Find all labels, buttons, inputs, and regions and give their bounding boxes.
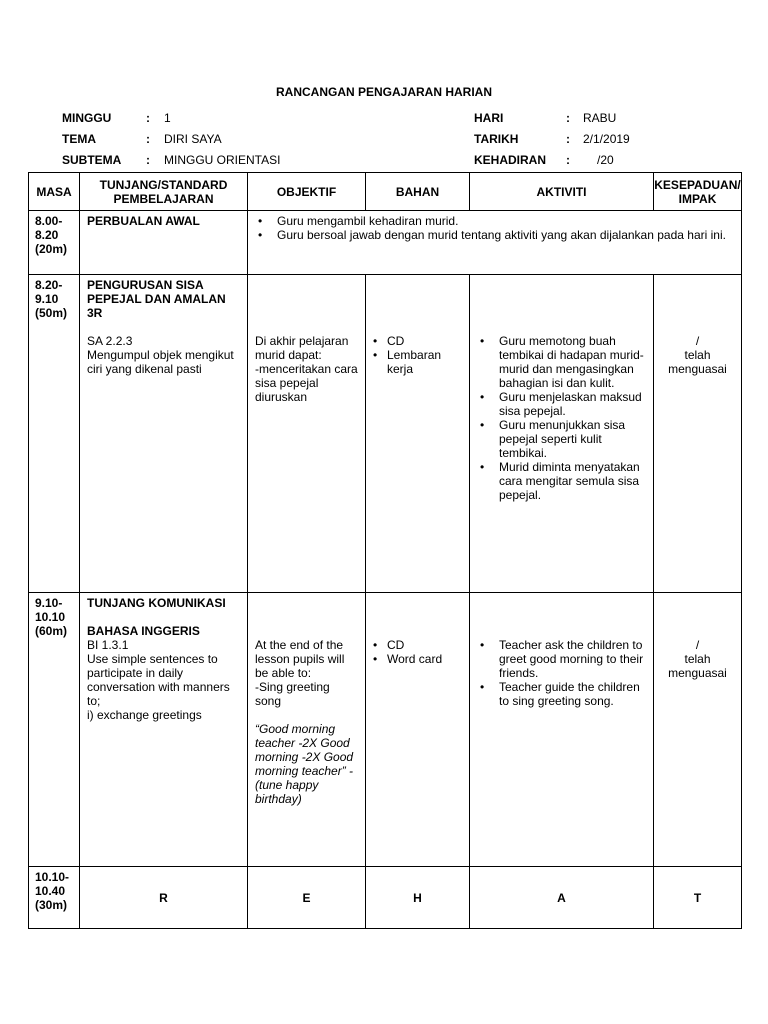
aktiviti-list: [477, 638, 646, 708]
list-item: • Teacher guide the children to sing greeting song.: [477, 680, 646, 708]
hari-value: RABU: [583, 111, 617, 125]
kehadiran-value: /20: [597, 153, 614, 167]
rehat-letter: A: [470, 867, 654, 929]
colon: :: [146, 111, 150, 125]
tunjang-cell: TUNJANG KOMUNIKASI BAHASA INGGERIS BI 1.3.1 Use simple sentences to participate in daily conversation with manners to; i) exchange greetings: [80, 593, 248, 867]
table-header-row: [29, 173, 742, 211]
list-item: • Murid diminta menyatakan cara mengitar semula sisa pepejal.: [477, 460, 646, 502]
aktiviti-cell: [470, 593, 654, 867]
aktiviti-cell: [248, 211, 742, 275]
col-objektif: OBJEKTIF: [248, 173, 366, 211]
list-item: • Guru bersoal jawab dengan murid tentang aktiviti yang akan dijalankan pada hari ini.: [255, 228, 734, 242]
hari-label: HARI: [474, 111, 504, 125]
list-item: • Lembaran kerja: [373, 348, 462, 376]
page-title: RANCANGAN PENGAJARAN HARIAN: [275, 85, 492, 99]
col-masa: MASA: [29, 173, 80, 211]
kehadiran-label: KEHADIRAN: [474, 153, 546, 167]
bahan-cell: [366, 275, 470, 593]
bahan-list: [373, 638, 462, 666]
rehat-letter: E: [248, 867, 366, 929]
tema-label: TEMA: [62, 132, 96, 146]
bahan-cell: [366, 593, 470, 867]
tarikh-value: 2/1/2019: [583, 132, 630, 146]
header-row-3: [0, 153, 768, 169]
impak-cell: / telah menguasai: [654, 593, 742, 867]
table-row: [29, 211, 742, 275]
masa-cell: 8.20- 9.10 (50m): [29, 275, 80, 593]
rehat-letter: H: [366, 867, 470, 929]
list-item: • CD: [373, 638, 462, 652]
list-item: • Guru menunjukkan sisa pepejal seperti kulit tembikai.: [477, 418, 646, 460]
aktiviti-list: [477, 334, 646, 502]
rehat-letter: R: [80, 867, 248, 929]
tarikh-label: TARIKH: [474, 132, 519, 146]
subtema-value: MINGGU ORIENTASI: [164, 153, 281, 167]
masa-cell: 10.10- 10.40 (30m): [29, 867, 80, 929]
minggu-label: MINGGU: [62, 111, 112, 125]
table-row: [29, 867, 742, 929]
col-bahan: BAHAN: [366, 173, 470, 211]
rehat-letter: T: [654, 867, 742, 929]
aktiviti-cell: [470, 275, 654, 593]
minggu-value: 1: [164, 111, 171, 125]
header-row-1: [0, 111, 768, 127]
colon: :: [146, 132, 150, 146]
masa-cell: 9.10- 10.10 (60m): [29, 593, 80, 867]
list-item: • Teacher ask the children to greet good morning to their friends.: [477, 638, 646, 680]
list-item: • Word card: [373, 652, 462, 666]
colon: :: [566, 132, 570, 146]
list-item: • Guru mengambil kehadiran murid.: [255, 214, 734, 228]
tunjang-cell: PERBUALAN AWAL: [80, 211, 248, 275]
header-row-2: [0, 132, 768, 148]
bahan-list: [373, 334, 462, 376]
tunjang-cell: PENGURUSAN SISA PEPEJAL DAN AMALAN 3R SA 2.2.3 Mengumpul objek mengikut ciri yang dikenal pasti: [80, 275, 248, 593]
masa-cell: 8.00- 8.20 (20m): [29, 211, 80, 275]
table-row: [29, 593, 742, 867]
objektif-cell: At the end of the lesson pupils will be able to: -Sing greeting song “Good morning teacher -2X Good morning -2X Good morning teacher” - (tune happy birthday): [248, 593, 366, 867]
list-item: • CD: [373, 334, 462, 348]
impak-cell: / telah menguasai: [654, 275, 742, 593]
subtema-label: SUBTEMA: [62, 153, 122, 167]
col-aktiviti: AKTIVITI: [470, 173, 654, 211]
list-item: • Guru menjelaskan maksud sisa pepejal.: [477, 390, 646, 418]
aktiviti-list: [255, 214, 734, 242]
lesson-plan-table: [28, 172, 742, 929]
col-tunjang: TUNJANG/STANDARD PEMBELAJARAN: [80, 173, 248, 211]
colon: :: [566, 153, 570, 167]
colon: :: [566, 111, 570, 125]
objektif-cell: Di akhir pelajaran murid dapat: -menceritakan cara sisa pepejal diuruskan: [248, 275, 366, 593]
song-lyrics: “Good morning teacher -2X Good morning -2X Good morning teacher” - (tune happy birthday): [255, 722, 354, 806]
list-item: • Guru memotong buah tembikai di hadapan murid-murid dan mengasingkan bahagian isi dan kulit.: [477, 334, 646, 390]
colon: :: [146, 153, 150, 167]
col-kesepaduan: KESEPADUAN/ IMPAK: [654, 173, 742, 211]
tema-value: DIRI SAYA: [164, 132, 222, 146]
table-row: [29, 275, 742, 593]
